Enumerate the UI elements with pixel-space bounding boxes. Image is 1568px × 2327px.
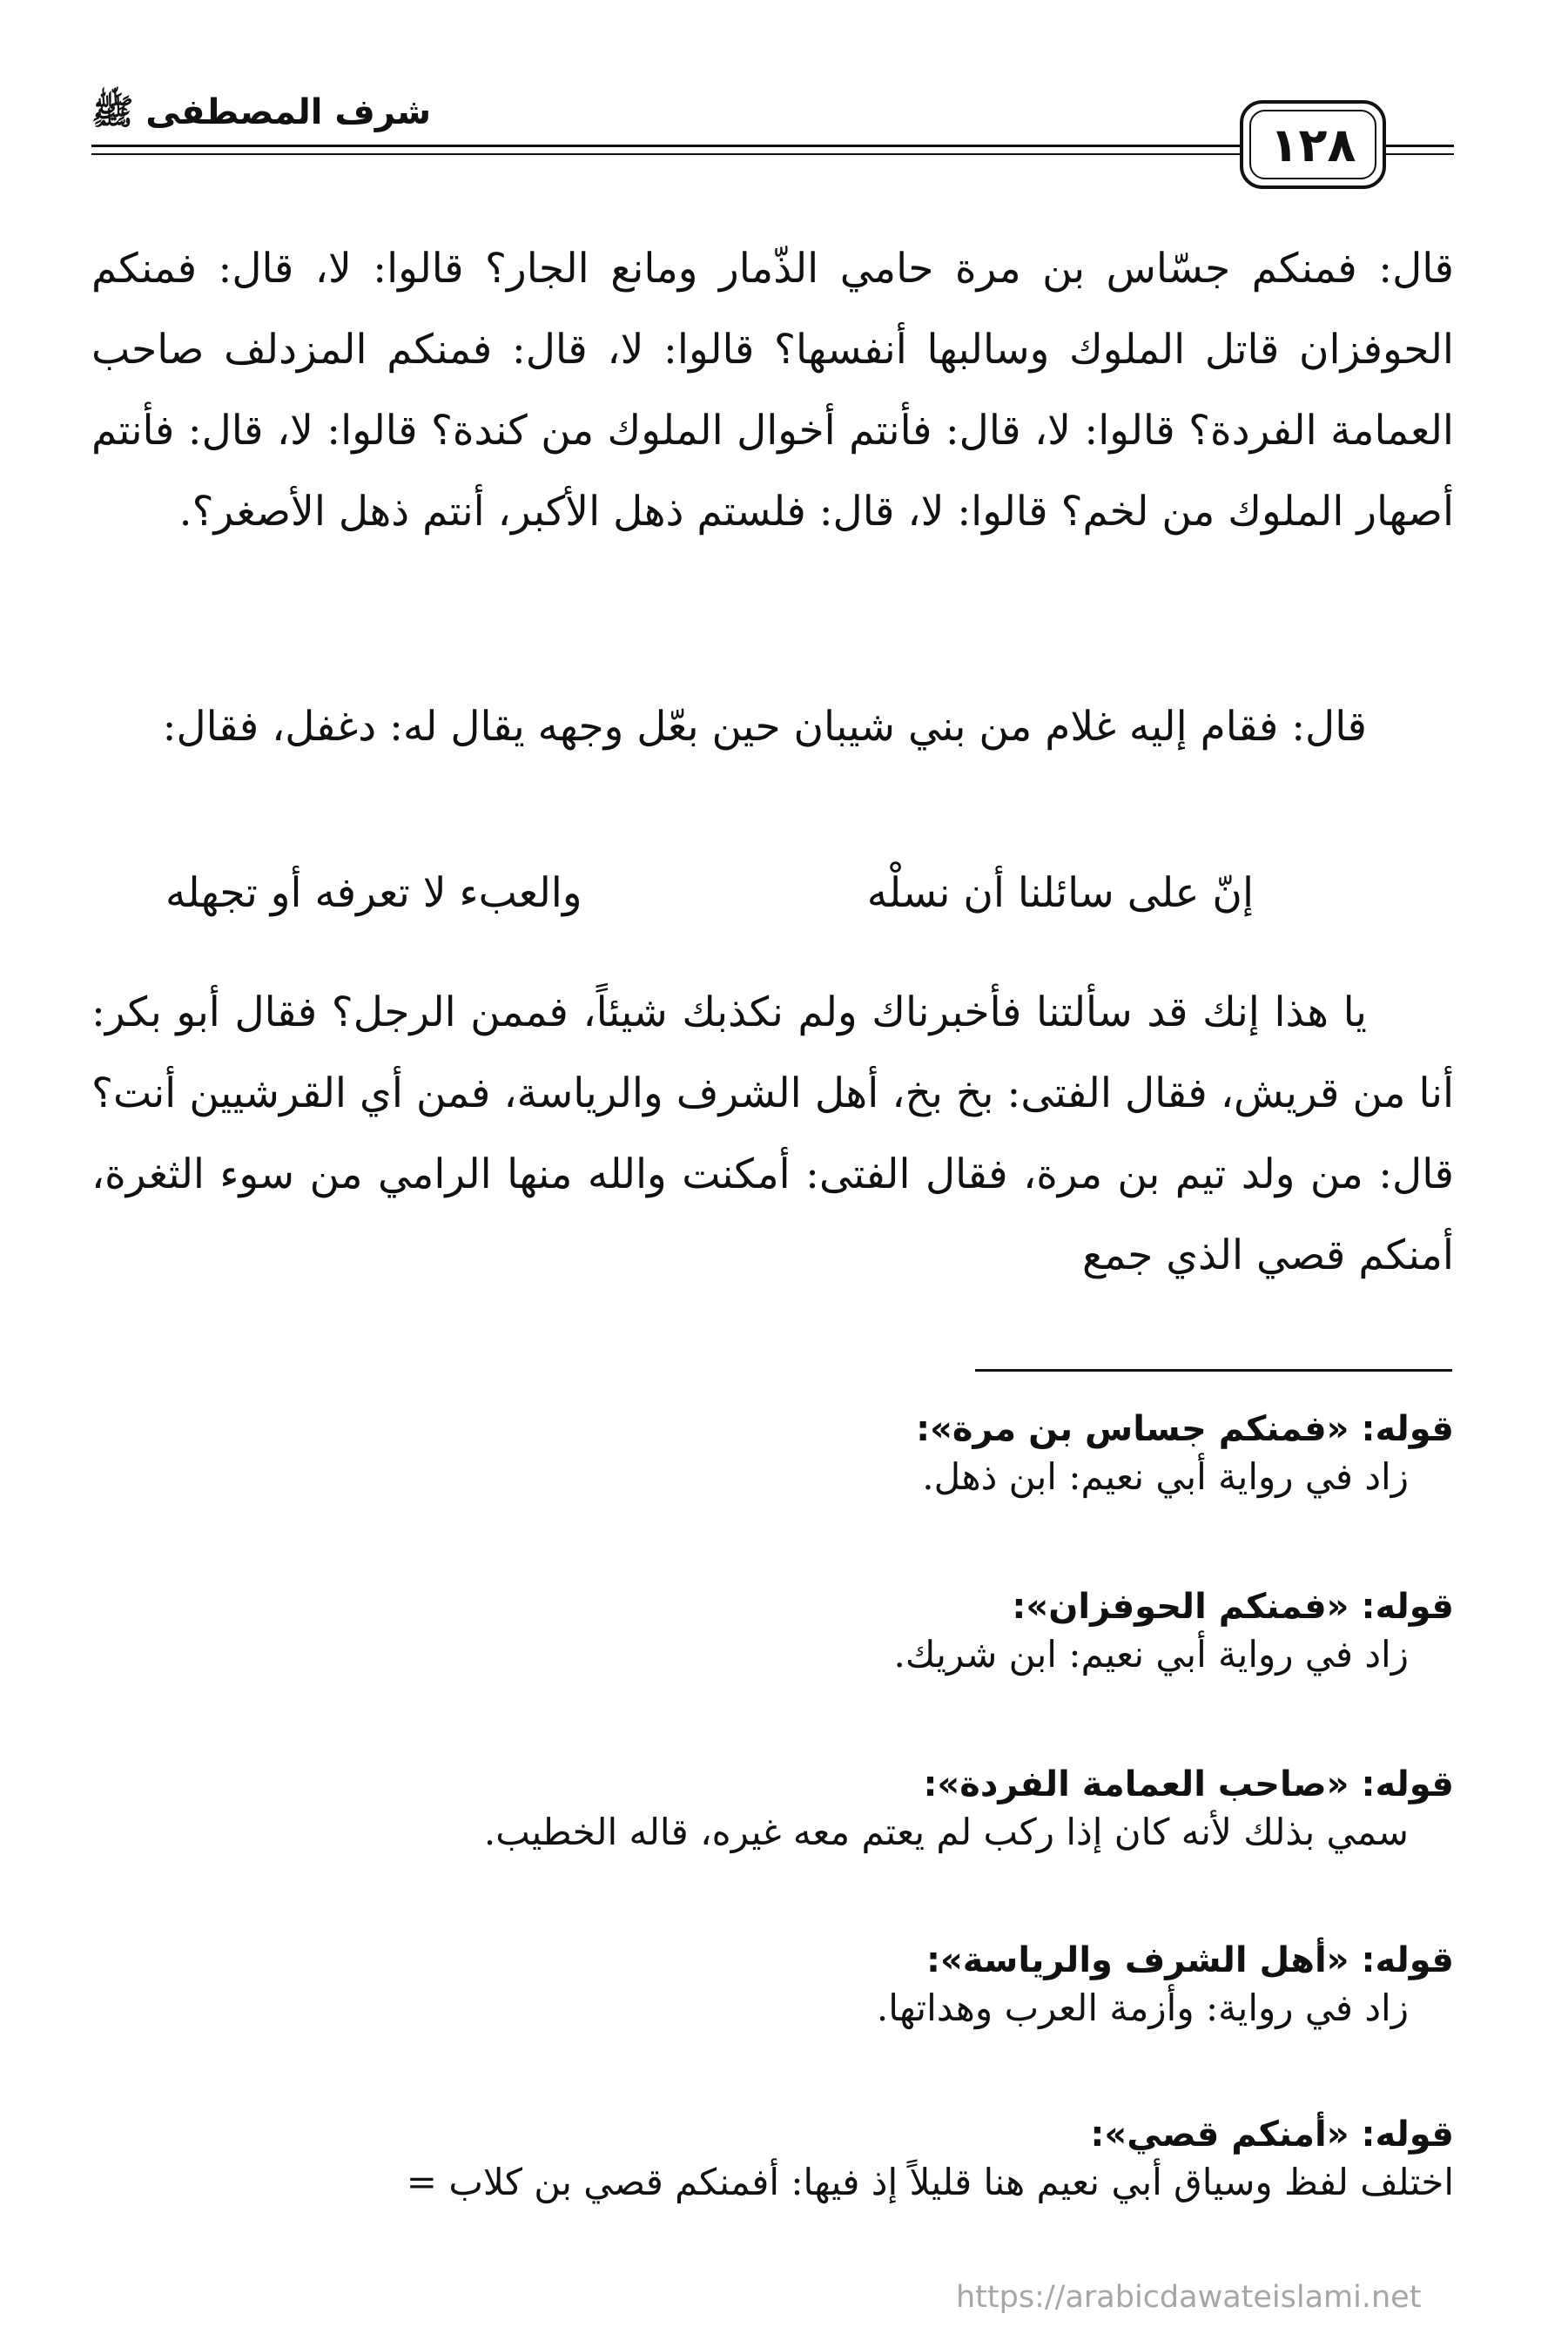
paragraph-text: قال: فقام إليه غلام من بني شيبان حين بعّل وجهه يقال له: دغفل، فقال:	[162, 703, 1367, 751]
watermark-url: https://arabicdawateislami.net	[956, 2280, 1422, 2315]
footnote-text: زاد في رواية أبي نعيم: ابن شريك.	[893, 1633, 1409, 1676]
footnote	[91, 1940, 1454, 2036]
footnote-text: اختلف لفظ وسياق أبي نعيم هنا قليلاً إذ فيها: أفمنكم قصي بن كلاب =	[406, 2161, 1454, 2203]
footnote-separator	[975, 1369, 1452, 1372]
footnote	[91, 1764, 1454, 1860]
main-paragraph-2	[91, 686, 1454, 767]
footnote-text: زاد في رواية: وأزمة العرب وهداتها.	[876, 1986, 1409, 2029]
footnote-heading: قوله: «أمنكم قصي»:	[1090, 2115, 1454, 2155]
page-number: ١٢٨	[1269, 117, 1356, 172]
footnote-heading: قوله: «فمنكم جساس بن مرة»:	[916, 1409, 1454, 1449]
page-number-frame	[1240, 100, 1386, 189]
paragraph-text: قال: فمنكم جسّاس بن مرة حامي الذّمار ومانع الجار؟ قالوا: لا، قال: فمنكم الحوفزان قاتل الملوك وسالبها أنفسها؟ قالوا: لا، قال: فمنكم المزدلف صاحب العمامة الفردة؟ قالوا: لا، قال: فأنتم أخوال الملوك من كندة؟ قالوا: لا، قال: فأنتم أصهار الملوك من لخم؟ قالوا: لا، قال: فلستم ذهل الأكبر، أنتم ذهل الأصغر؟.	[91, 245, 1454, 536]
footnote-heading: قوله: «أهل الشرف والرياسة»:	[925, 1940, 1454, 1980]
page-number-inner-frame	[1249, 110, 1376, 179]
footnote	[91, 1587, 1454, 1683]
running-title: شرف المصطفى ﷺ	[91, 92, 432, 132]
main-paragraph-3	[91, 972, 1454, 1296]
footnote-heading: قوله: «صاحب العمامة الفردة»:	[923, 1764, 1454, 1804]
verse-first-hemistich: إنّ على سائلنا أن نسلْه	[866, 869, 1254, 917]
footnote-text: سمي بذلك لأنه كان إذا ركب لم يعتم معه غيره، قاله الخطيب.	[483, 1811, 1409, 1853]
footnote-text: زاد في رواية أبي نعيم: ابن ذهل.	[922, 1455, 1409, 1498]
main-paragraph-1	[91, 228, 1454, 552]
footnote-heading: قوله: «فمنكم الحوفزان»:	[1012, 1587, 1454, 1627]
verse-second-hemistich: والعبء لا تعرفه أو تجهله	[165, 869, 582, 917]
paragraph-text: يا هذا إنك قد سألتنا فأخبرناك ولم نكذبك شيئاً، فممن الرجل؟ فقال أبو بكر: أنا من قريش، فقال الفتى: بخ بخ، أهل الشرف والرياسة، فمن أي القرشيين أنت؟ قال: من ولد تيم بن مرة، فقال الفتى: أمكنت والله منها الرامي من سوء الثغرة، أمنكم قصي الذي جمع	[91, 988, 1454, 1279]
footnote	[91, 2115, 1454, 2210]
footnote	[91, 1409, 1454, 1505]
poetry-verse	[165, 869, 1254, 956]
